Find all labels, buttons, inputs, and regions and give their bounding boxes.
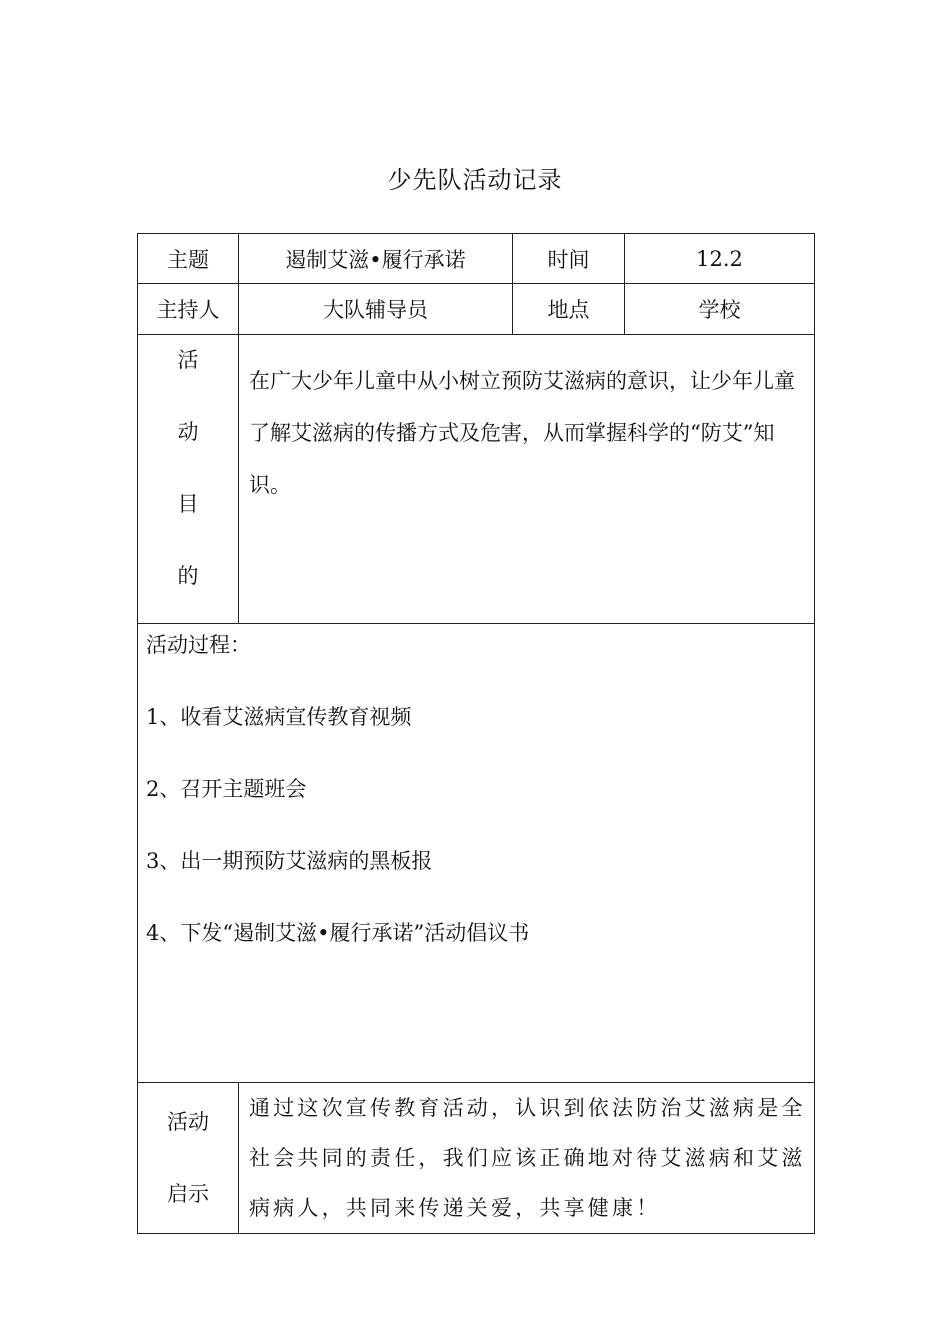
time-value: 12.2 bbox=[625, 234, 815, 284]
host-value: 大队辅导员 bbox=[239, 284, 513, 335]
process-title: 活动过程： bbox=[146, 633, 251, 657]
insight-label-line: 启示 bbox=[167, 1182, 209, 1206]
insight-row bbox=[138, 1083, 815, 1234]
process-row bbox=[138, 624, 815, 1083]
process-section bbox=[138, 624, 815, 1083]
place-label: 地点 bbox=[513, 284, 625, 335]
purpose-label-char: 的 bbox=[177, 564, 199, 588]
theme-label: 主题 bbox=[138, 234, 239, 284]
purpose-label bbox=[138, 335, 239, 624]
purpose-label-char: 活 bbox=[177, 348, 199, 372]
insight-label-line: 活动 bbox=[167, 1110, 209, 1134]
time-label: 时间 bbox=[513, 234, 625, 284]
place-value: 学校 bbox=[625, 284, 815, 335]
purpose-text: 在广大少年儿童中从小树立预防艾滋病的意识，让少年儿童了解艾滋病的传播方式及危害，从而掌握科学的“防艾”知识。 bbox=[239, 335, 815, 624]
process-item: 4、下发“遏制艾滋•履行承诺”活动倡议书 bbox=[146, 921, 530, 945]
insight-text: 通过这次宣传教育活动，认识到依法防治艾滋病是全社会共同的责任，我们应该正确地对待艾滋病和艾滋病病人，共同来传递关爱，共享健康！ bbox=[239, 1083, 815, 1234]
process-item: 3、出一期预防艾滋病的黑板报 bbox=[146, 849, 433, 873]
theme-row bbox=[138, 234, 815, 284]
host-row bbox=[138, 284, 815, 335]
activity-record-table bbox=[137, 233, 815, 1234]
process-item: 2、召开主题班会 bbox=[146, 777, 307, 801]
purpose-label-char: 动 bbox=[177, 420, 199, 444]
insight-label bbox=[138, 1083, 239, 1234]
purpose-row bbox=[138, 335, 815, 624]
theme-value: 遏制艾滋•履行承诺 bbox=[239, 234, 513, 284]
document-title: 少先队活动记录 bbox=[387, 166, 563, 194]
purpose-label-char: 目 bbox=[177, 492, 199, 516]
process-item: 1、收看艾滋病宣传教育视频 bbox=[146, 705, 412, 729]
host-label: 主持人 bbox=[138, 284, 239, 335]
